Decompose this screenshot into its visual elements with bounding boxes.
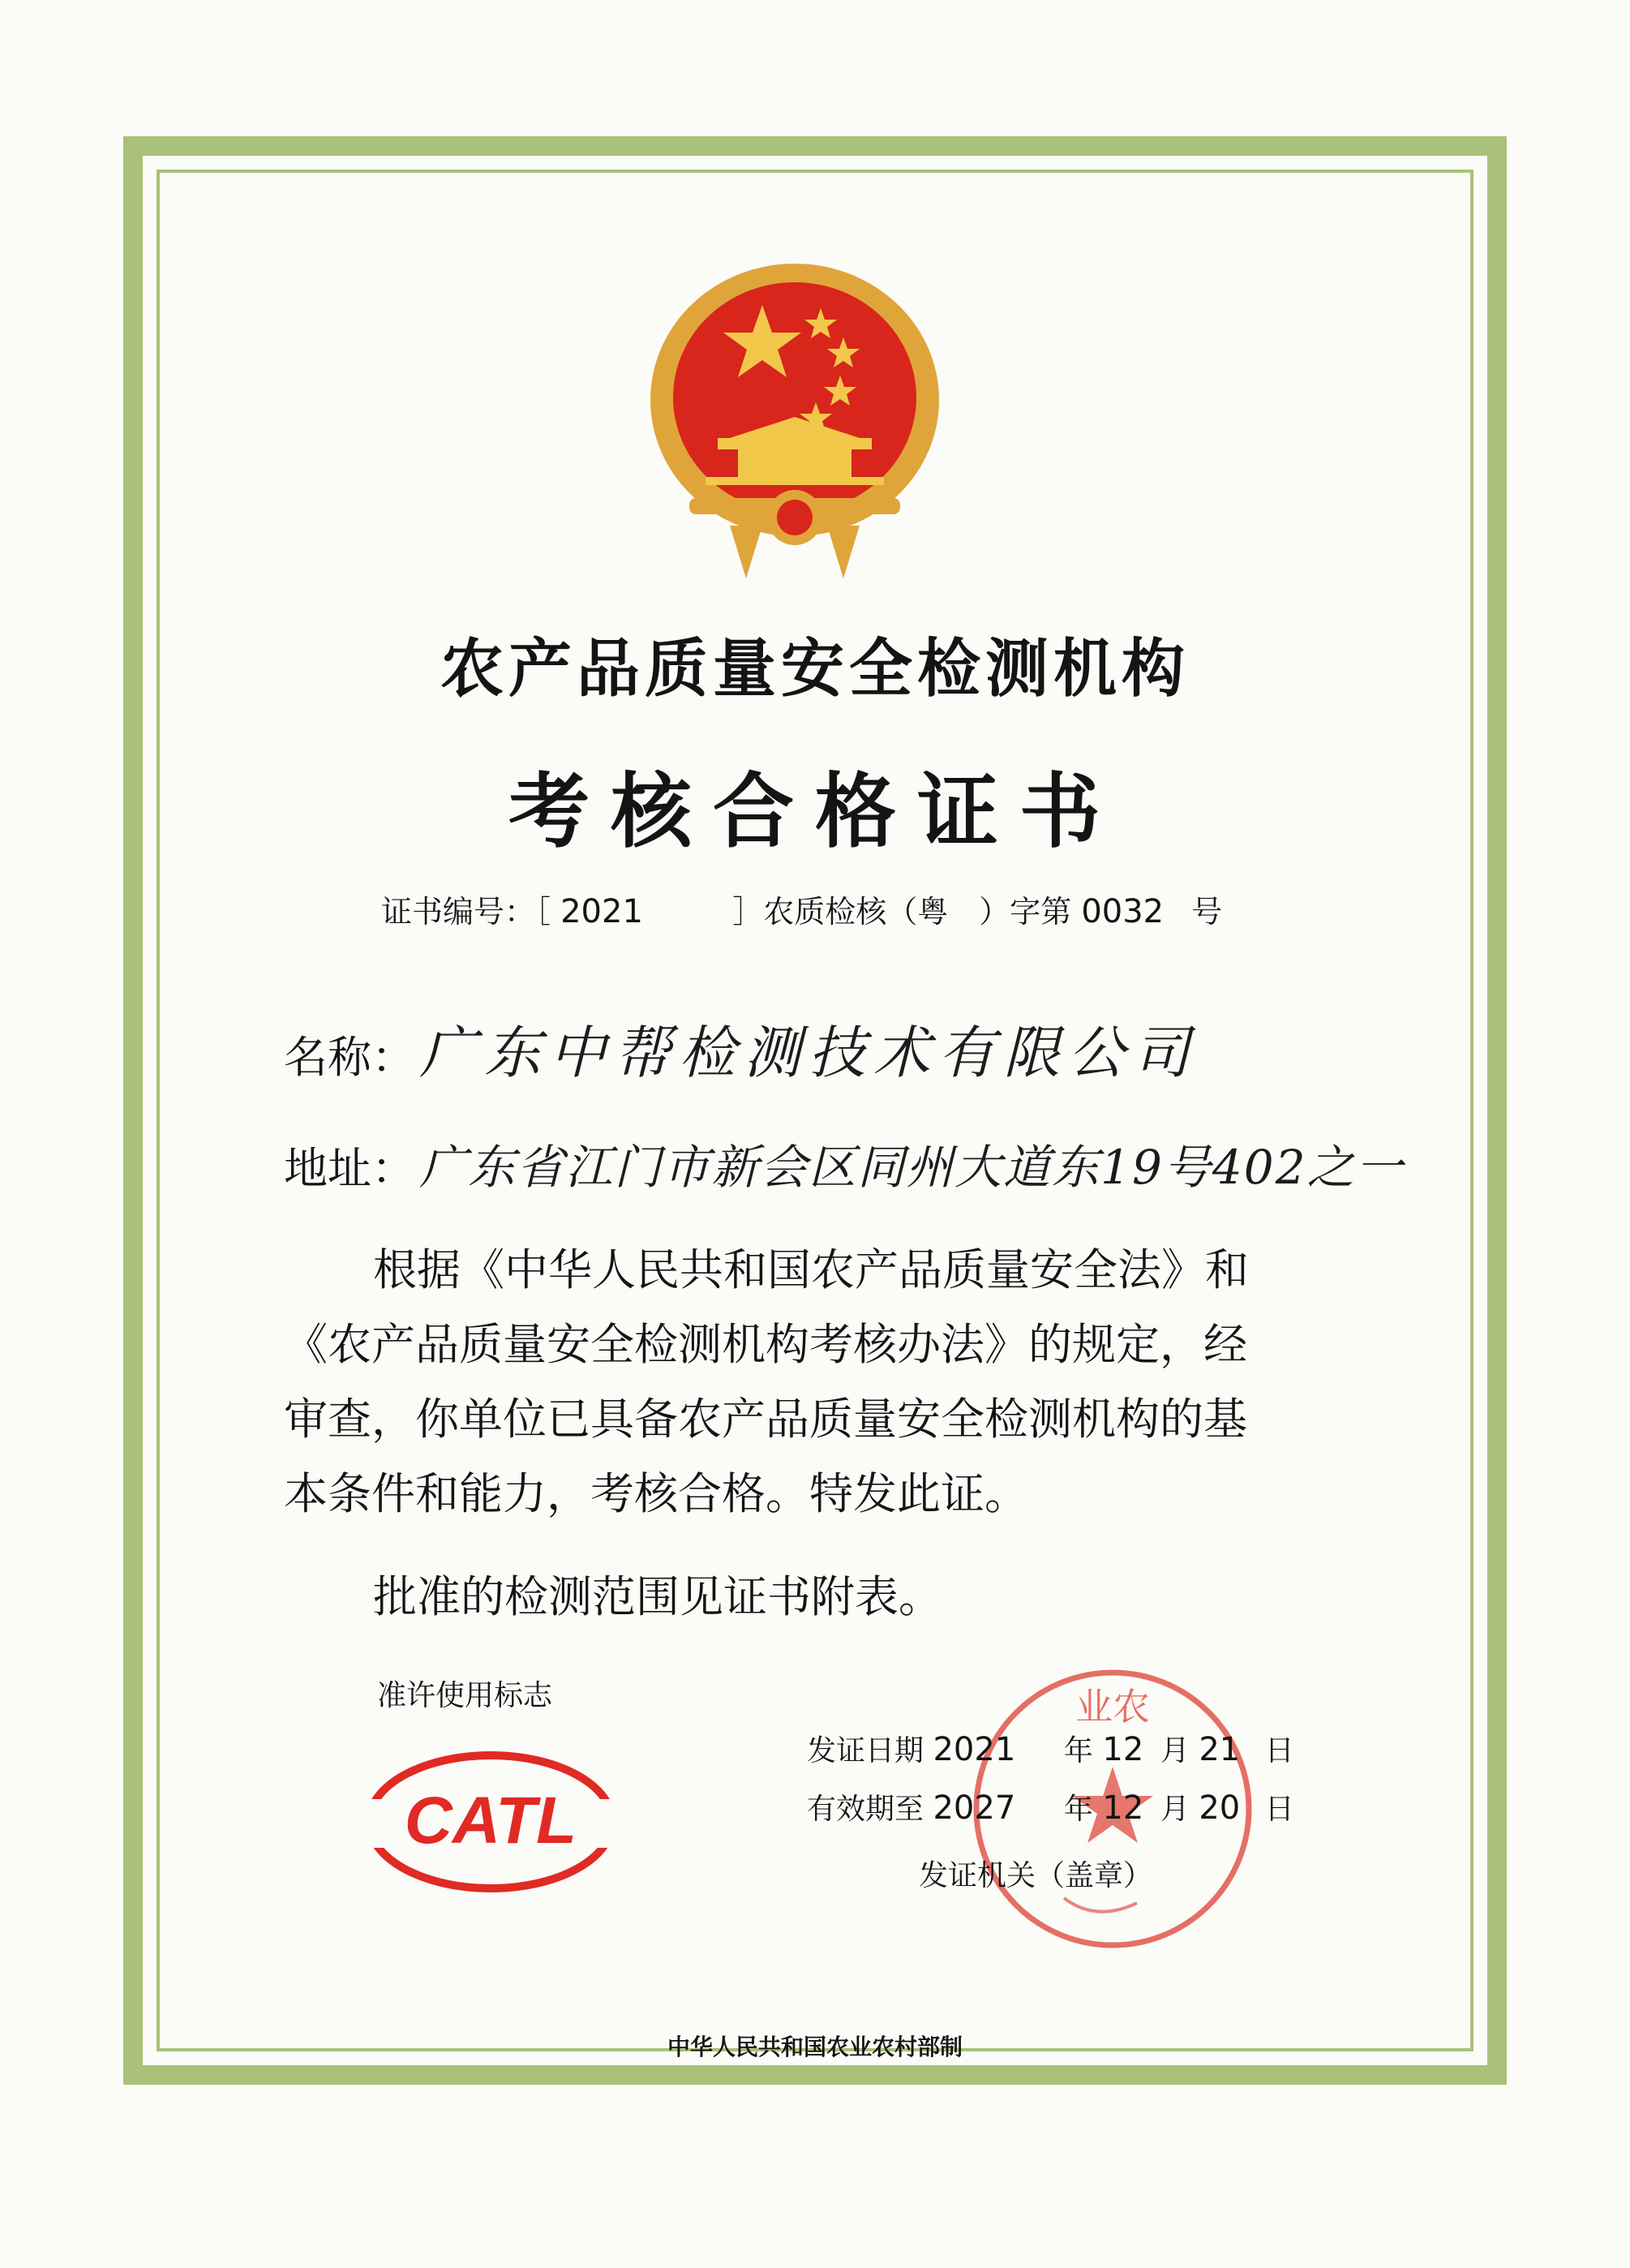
name-value: 广东中帮检测技术有限公司 <box>419 1020 1199 1086</box>
valid-until <box>807 1786 1294 1828</box>
certificate-number <box>381 887 1222 931</box>
seal-text: 业农 <box>1075 1685 1150 1729</box>
allowed-mark-label: 准许使用标志 <box>377 1679 553 1712</box>
name-label: 名称： <box>284 1032 415 1083</box>
national-emblem-icon <box>641 258 949 582</box>
issue-date-label: 发证日期 <box>807 1734 924 1768</box>
body-line: 审查，你单位已具备农产品质量安全检测机构的基 <box>284 1394 1247 1445</box>
day-char: 日 <box>1264 1734 1294 1768</box>
address-label: 地址： <box>284 1143 415 1194</box>
cert-no-suffix: 号 <box>1191 894 1223 930</box>
month-char: 月 <box>1160 1793 1190 1826</box>
valid-day: 20 <box>1199 1789 1241 1827</box>
name-row <box>284 1007 1198 1089</box>
issue-month: 12 <box>1102 1731 1144 1768</box>
address-row <box>284 1129 1405 1197</box>
logo-text: CATL <box>404 1784 577 1858</box>
issue-year: 2021 <box>933 1731 1016 1768</box>
certificate-title-line1: 农产品质量安全检测机构 <box>440 633 1190 706</box>
address-value: 广东省江门市新会区同州大道东19号402之一 <box>419 1140 1405 1195</box>
month-char: 月 <box>1160 1734 1190 1768</box>
valid-year: 2027 <box>933 1789 1016 1827</box>
valid-month: 12 <box>1102 1789 1144 1827</box>
maker-footer: 中华人民共和国农业农村部制 <box>667 2034 963 2060</box>
scope-text: 批准的检测范围见证书附表。 <box>373 1571 942 1622</box>
cert-no-prefix: 证书编号：［ <box>381 894 551 930</box>
body-line: 根据《中华人民共和国农产品质量安全法》和 <box>373 1244 1249 1295</box>
catl-logo-icon <box>357 1742 624 1901</box>
body-paragraph <box>284 1233 1354 1531</box>
body-line: 《农产品质量安全检测机构考核办法》的规定，经 <box>284 1319 1247 1370</box>
valid-until-label: 有效期至 <box>807 1793 924 1826</box>
cert-no-number: 0032 <box>1081 893 1165 930</box>
cert-no-year: 2021 <box>560 893 643 930</box>
year-char: 年 <box>1063 1793 1093 1826</box>
issue-day: 21 <box>1199 1731 1241 1768</box>
issue-date <box>807 1728 1294 1769</box>
issuing-authority: 发证机关（盖章） <box>919 1859 1153 1892</box>
body-line: 本条件和能力，考核合格。特发此证。 <box>284 1468 1028 1519</box>
day-char: 日 <box>1264 1793 1294 1826</box>
year-char: 年 <box>1063 1734 1093 1768</box>
cert-no-middle: ］农质检核（粤 ）字第 <box>732 894 1072 930</box>
certificate-title-line2: 考核合格证书 <box>508 763 1122 859</box>
